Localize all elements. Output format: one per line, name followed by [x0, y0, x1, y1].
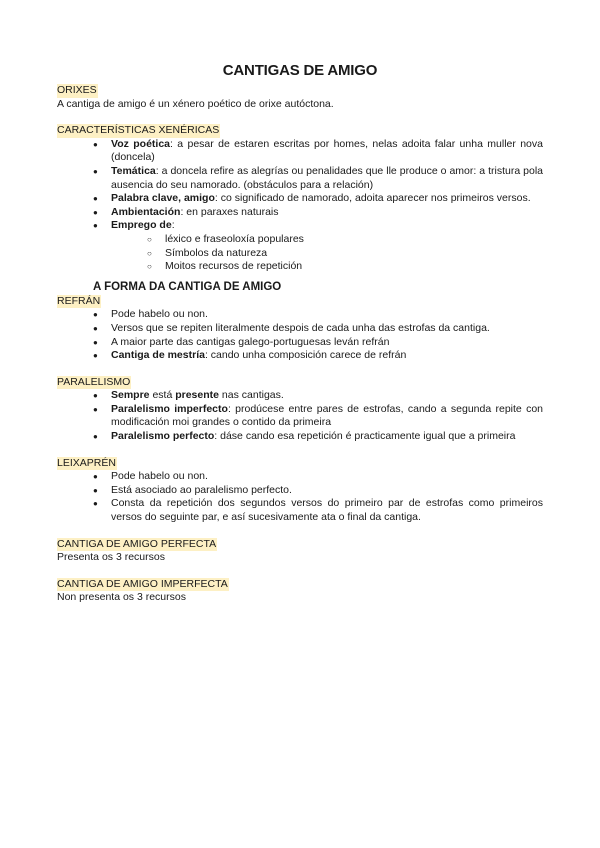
- forma-subtitle: A FORMA DA CANTIGA DE AMIGO: [93, 280, 282, 293]
- sub-list-item: ○ léxico e fraseoloxía populares: [147, 233, 543, 247]
- emprego-sublist: [111, 233, 543, 274]
- list-item: [93, 138, 543, 165]
- document-title: CANTIGAS DE AMIGO: [222, 62, 378, 79]
- item-term: presente: [175, 389, 219, 402]
- refran-list: [57, 308, 543, 362]
- list-item: [93, 192, 543, 206]
- heading-imperfecta: CANTIGA DE AMIGO IMPERFECTA: [57, 577, 228, 590]
- heading-caracteristicas: CARACTERÍSTICAS XENÉRICAS: [57, 124, 220, 137]
- item-text: : a pesar de estaren escritas por homes, nelas adoita falar unha muller nova (doncela): [111, 137, 543, 164]
- leixapren-list: [57, 470, 543, 524]
- item-term: Temática: [111, 164, 156, 177]
- item-term: Sempre: [111, 389, 150, 402]
- heading-orixes: ORIXES: [57, 84, 97, 96]
- item-term: Ambientación: [111, 205, 181, 218]
- list-item: ● Consta da repetición dos segundos versos do primeiro par de estrofas como primeiros versos do seguinte par, e así sucesivamente ata o final da cantiga.: [93, 497, 543, 524]
- sub-list-item: ○ Moitos recursos de repetición: [147, 260, 543, 274]
- paralelismo-list: [57, 389, 543, 443]
- item-text: : dáse cando esa repetición é practicamente igual que a primeira: [214, 430, 516, 443]
- section-orixes: [57, 84, 543, 111]
- perfecta-text: Presenta os 3 recursos: [57, 551, 165, 564]
- section-leixapren: [57, 457, 543, 525]
- item-term: Emprego de: [111, 219, 172, 232]
- item-text: :: [171, 219, 175, 232]
- item-text: está: [149, 389, 176, 402]
- section-imperfecta: [57, 578, 543, 605]
- item-term: Paralelismo imperfecto: [111, 402, 228, 415]
- list-item: [93, 349, 543, 363]
- list-item: ● Pode habelo ou non.: [93, 308, 543, 322]
- heading-leixapren: LEIXAPRÉN: [57, 456, 116, 469]
- item-text: : prodúcese entre pares de estrofas, cando a segunda repite con modificación moi grandes o contido da primeira: [111, 402, 543, 429]
- item-term: Palabra clave, amigo: [111, 192, 215, 205]
- list-item: [93, 389, 543, 403]
- sub-list-item: ○ Símbolos da natureza: [147, 247, 543, 261]
- section-refran: [57, 295, 543, 363]
- item-text: : cando unha composición carece de refrán: [204, 349, 407, 362]
- item-term: Voz poética: [111, 137, 171, 150]
- list-item: [93, 206, 543, 220]
- list-item: ● Pode habelo ou non.: [93, 470, 543, 484]
- list-item: ● A maior parte das cantigas galego-portuguesas leván refrán: [93, 336, 543, 350]
- list-item: [93, 403, 543, 430]
- section-perfecta: [57, 538, 543, 565]
- list-item: ● Está asociado ao paralelismo perfecto.: [93, 484, 543, 498]
- section-caracteristicas: [57, 124, 543, 274]
- heading-paralelismo: PARALELISMO: [57, 375, 131, 388]
- item-text: nas cantigas.: [219, 389, 284, 402]
- orixes-text: A cantiga de amigo é un xénero poético de orixe autóctona.: [57, 97, 334, 110]
- list-item: [93, 165, 543, 192]
- imperfecta-text: Non presenta os 3 recursos: [57, 591, 186, 604]
- list-item: ● Versos que se repiten literalmente despois de cada unha das estrofas da cantiga.: [93, 322, 543, 336]
- heading-refran: REFRÁN: [57, 294, 101, 307]
- item-text: : co significado de namorado, adoita aparecer nos primeiros versos.: [214, 192, 531, 205]
- list-item: [93, 219, 543, 273]
- item-text: : a doncela refire as alegrías ou penalidades que lle produce o amor: a tristura pola ausencia do seu namorado. (obstáculos para a relación): [111, 164, 543, 191]
- heading-perfecta: CANTIGA DE AMIGO PERFECTA: [57, 537, 217, 550]
- list-item: [93, 430, 543, 444]
- item-text: : en paraxes naturais: [180, 205, 279, 218]
- item-term: Paralelismo perfecto: [111, 430, 215, 443]
- item-term: Cantiga de mestría: [111, 349, 205, 362]
- caracteristicas-list: [57, 138, 543, 274]
- section-paralelismo: [57, 376, 543, 444]
